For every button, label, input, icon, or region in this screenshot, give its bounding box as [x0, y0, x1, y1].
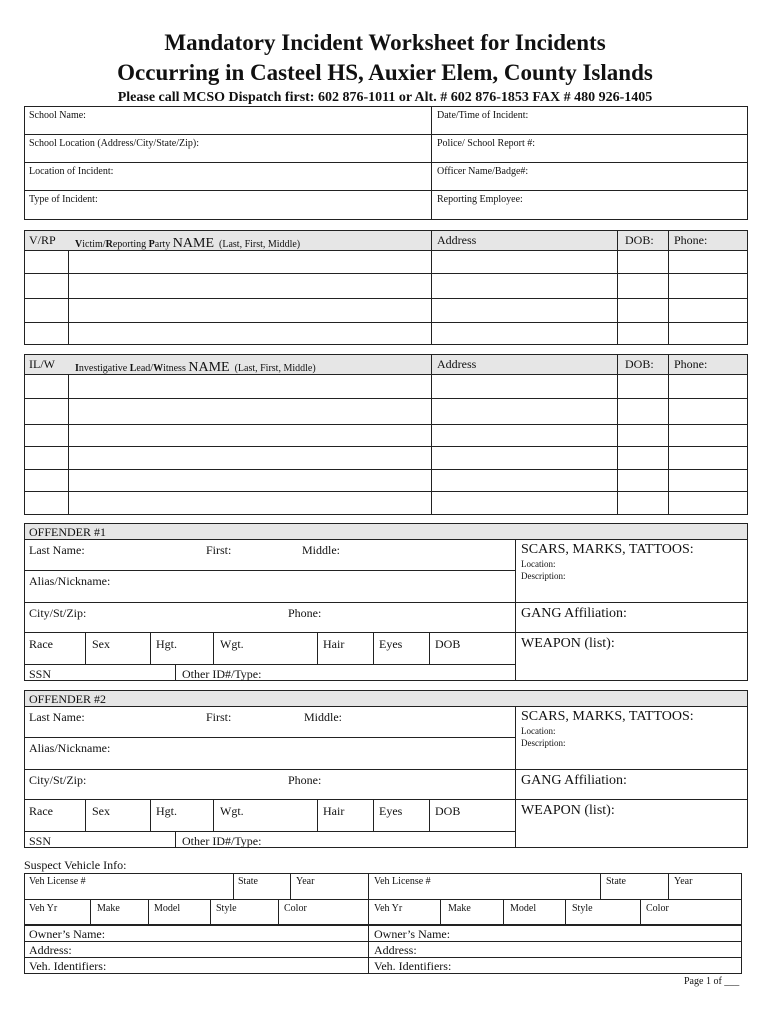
incident-location-field[interactable]: Location of Incident:: [29, 166, 114, 177]
officer-badge-field[interactable]: Officer Name/Badge#:: [437, 166, 529, 177]
witness-address-header: Address: [437, 357, 477, 371]
offender-2-alias-field[interactable]: Alias/Nickname:: [29, 741, 111, 755]
vehicle-2-license-field[interactable]: Veh License #: [374, 876, 431, 887]
witness-code-header: IL/W: [29, 357, 55, 371]
offender-1-hair-field[interactable]: Hair: [323, 637, 345, 651]
vehicle-2-model-field[interactable]: Model: [510, 903, 537, 914]
offender-1-eyes-field[interactable]: Eyes: [379, 637, 403, 651]
offender-2-weight-field[interactable]: Wgt.: [220, 804, 244, 818]
offender-2-middle-name-field[interactable]: Middle:: [304, 710, 342, 724]
vehicle-1-veh-yr-field[interactable]: Veh Yr: [29, 903, 58, 914]
witness-name-header: Investigative Lead/Witness NAME (Last, First, Middle): [75, 360, 316, 375]
offender-2-city-field[interactable]: City/St/Zip:: [29, 773, 87, 787]
offender-1-ssn-field[interactable]: SSN: [29, 667, 52, 681]
form-title-line-2: Occurring in Casteel HS, Auxier Elem, County Islands: [117, 60, 653, 85]
offender-2-phone-field[interactable]: Phone:: [288, 773, 322, 787]
dispatch-instructions: Please call MCSO Dispatch first: 602 876-1011 or Alt. # 602 876-1853 FAX # 480 926-1405: [117, 90, 653, 105]
offender-2-sex-field[interactable]: Sex: [92, 804, 110, 818]
offender-2-race-field[interactable]: Race: [29, 804, 53, 818]
vehicle-1-color-field[interactable]: Color: [284, 903, 307, 914]
offender-1-weapon-field[interactable]: WEAPON (list):: [521, 636, 615, 651]
offender-2-hair-field[interactable]: Hair: [323, 804, 345, 818]
vehicle-2-make-field[interactable]: Make: [448, 903, 471, 914]
vehicle-1-state-field[interactable]: State: [238, 876, 258, 887]
form-title-line-1: Mandatory Incident Worksheet for Incidents: [164, 30, 606, 55]
offender-1-race-field[interactable]: Race: [29, 637, 53, 651]
vehicle-1-style-field[interactable]: Style: [216, 903, 237, 914]
police-report-field[interactable]: Police/ School Report #:: [437, 138, 536, 149]
incident-type-field[interactable]: Type of Incident:: [29, 194, 98, 205]
vehicle-2-address-field[interactable]: Address:: [374, 943, 417, 957]
offender-1-dob-field[interactable]: DOB: [435, 637, 461, 651]
reporting-employee-field[interactable]: Reporting Employee:: [437, 194, 523, 205]
offender-1-last-name-field[interactable]: Last Name:: [29, 543, 85, 557]
offender-1-weight-field[interactable]: Wgt.: [220, 637, 244, 651]
witness-dob-header: DOB:: [625, 357, 654, 371]
victim-address-header: Address: [437, 233, 477, 247]
offender-2-gang-field[interactable]: GANG Affiliation:: [521, 773, 627, 788]
offender-2-height-field[interactable]: Hgt.: [156, 804, 177, 818]
vehicle-1-make-field[interactable]: Make: [97, 903, 120, 914]
offender-2-first-name-field[interactable]: First:: [206, 710, 232, 724]
offender-1-first-name-field[interactable]: First:: [206, 543, 232, 557]
victim-name-header: Victim/Reporting Party NAME (Last, First, Middle): [75, 236, 301, 251]
offender-1-scars-description-field[interactable]: Description:: [521, 571, 566, 581]
offender-1-scars-location-field[interactable]: Location:: [521, 559, 556, 569]
school-location-field[interactable]: School Location (Address/City/State/Zip):: [29, 138, 199, 149]
offender-2-header: OFFENDER #2: [29, 692, 107, 706]
vehicle-2-year-field[interactable]: Year: [674, 876, 693, 887]
vehicle-2-state-field[interactable]: State: [606, 876, 626, 887]
offender-2-eyes-field[interactable]: Eyes: [379, 804, 403, 818]
offender-2-scars-label: SCARS, MARKS, TATTOOS:: [521, 709, 694, 724]
vehicle-2-identifiers-field[interactable]: Veh. Identifiers:: [374, 959, 452, 973]
victim-phone-header: Phone:: [674, 233, 708, 247]
school-name-field[interactable]: School Name:: [29, 110, 86, 121]
vehicle-1-owner-field[interactable]: Owner’s Name:: [29, 927, 106, 941]
vehicle-2-color-field[interactable]: Color: [646, 903, 669, 914]
vehicle-2-veh-yr-field[interactable]: Veh Yr: [374, 903, 403, 914]
offender-2-weapon-field[interactable]: WEAPON (list):: [521, 803, 615, 818]
vehicle-1-year-field[interactable]: Year: [296, 876, 315, 887]
offender-1-city-field[interactable]: City/St/Zip:: [29, 606, 87, 620]
offender-1-alias-field[interactable]: Alias/Nickname:: [29, 574, 111, 588]
vehicle-2-owner-field[interactable]: Owner’s Name:: [374, 927, 451, 941]
page-number: Page 1 of ___: [684, 976, 740, 987]
offender-2-scars-location-field[interactable]: Location:: [521, 726, 556, 736]
offender-1-header: OFFENDER #1: [29, 525, 107, 539]
offender-2-scars-description-field[interactable]: Description:: [521, 738, 566, 748]
vehicle-2-style-field[interactable]: Style: [572, 903, 593, 914]
vehicle-1-identifiers-field[interactable]: Veh. Identifiers:: [29, 959, 107, 973]
offender-2-other-id-field[interactable]: Other ID#/Type:: [182, 834, 262, 848]
offender-1-gang-field[interactable]: GANG Affiliation:: [521, 606, 627, 621]
offender-2-last-name-field[interactable]: Last Name:: [29, 710, 85, 724]
offender-1-height-field[interactable]: Hgt.: [156, 637, 177, 651]
offender-2-ssn-field[interactable]: SSN: [29, 834, 52, 848]
victim-dob-header: DOB:: [625, 233, 654, 247]
offender-1-phone-field[interactable]: Phone:: [288, 606, 322, 620]
offender-1-middle-name-field[interactable]: Middle:: [302, 543, 340, 557]
date-time-field[interactable]: Date/Time of Incident:: [437, 110, 529, 121]
offender-1-other-id-field[interactable]: Other ID#/Type:: [182, 667, 262, 681]
vehicle-1-model-field[interactable]: Model: [154, 903, 181, 914]
offender-1-sex-field[interactable]: Sex: [92, 637, 110, 651]
victim-code-header: V/RP: [29, 233, 56, 247]
offender-1-scars-label: SCARS, MARKS, TATTOOS:: [521, 542, 694, 557]
offender-2-dob-field[interactable]: DOB: [435, 804, 461, 818]
witness-phone-header: Phone:: [674, 357, 708, 371]
vehicle-1-address-field[interactable]: Address:: [29, 943, 72, 957]
vehicle-1-license-field[interactable]: Veh License #: [29, 876, 86, 887]
vehicle-section-heading: Suspect Vehicle Info:: [24, 858, 127, 872]
